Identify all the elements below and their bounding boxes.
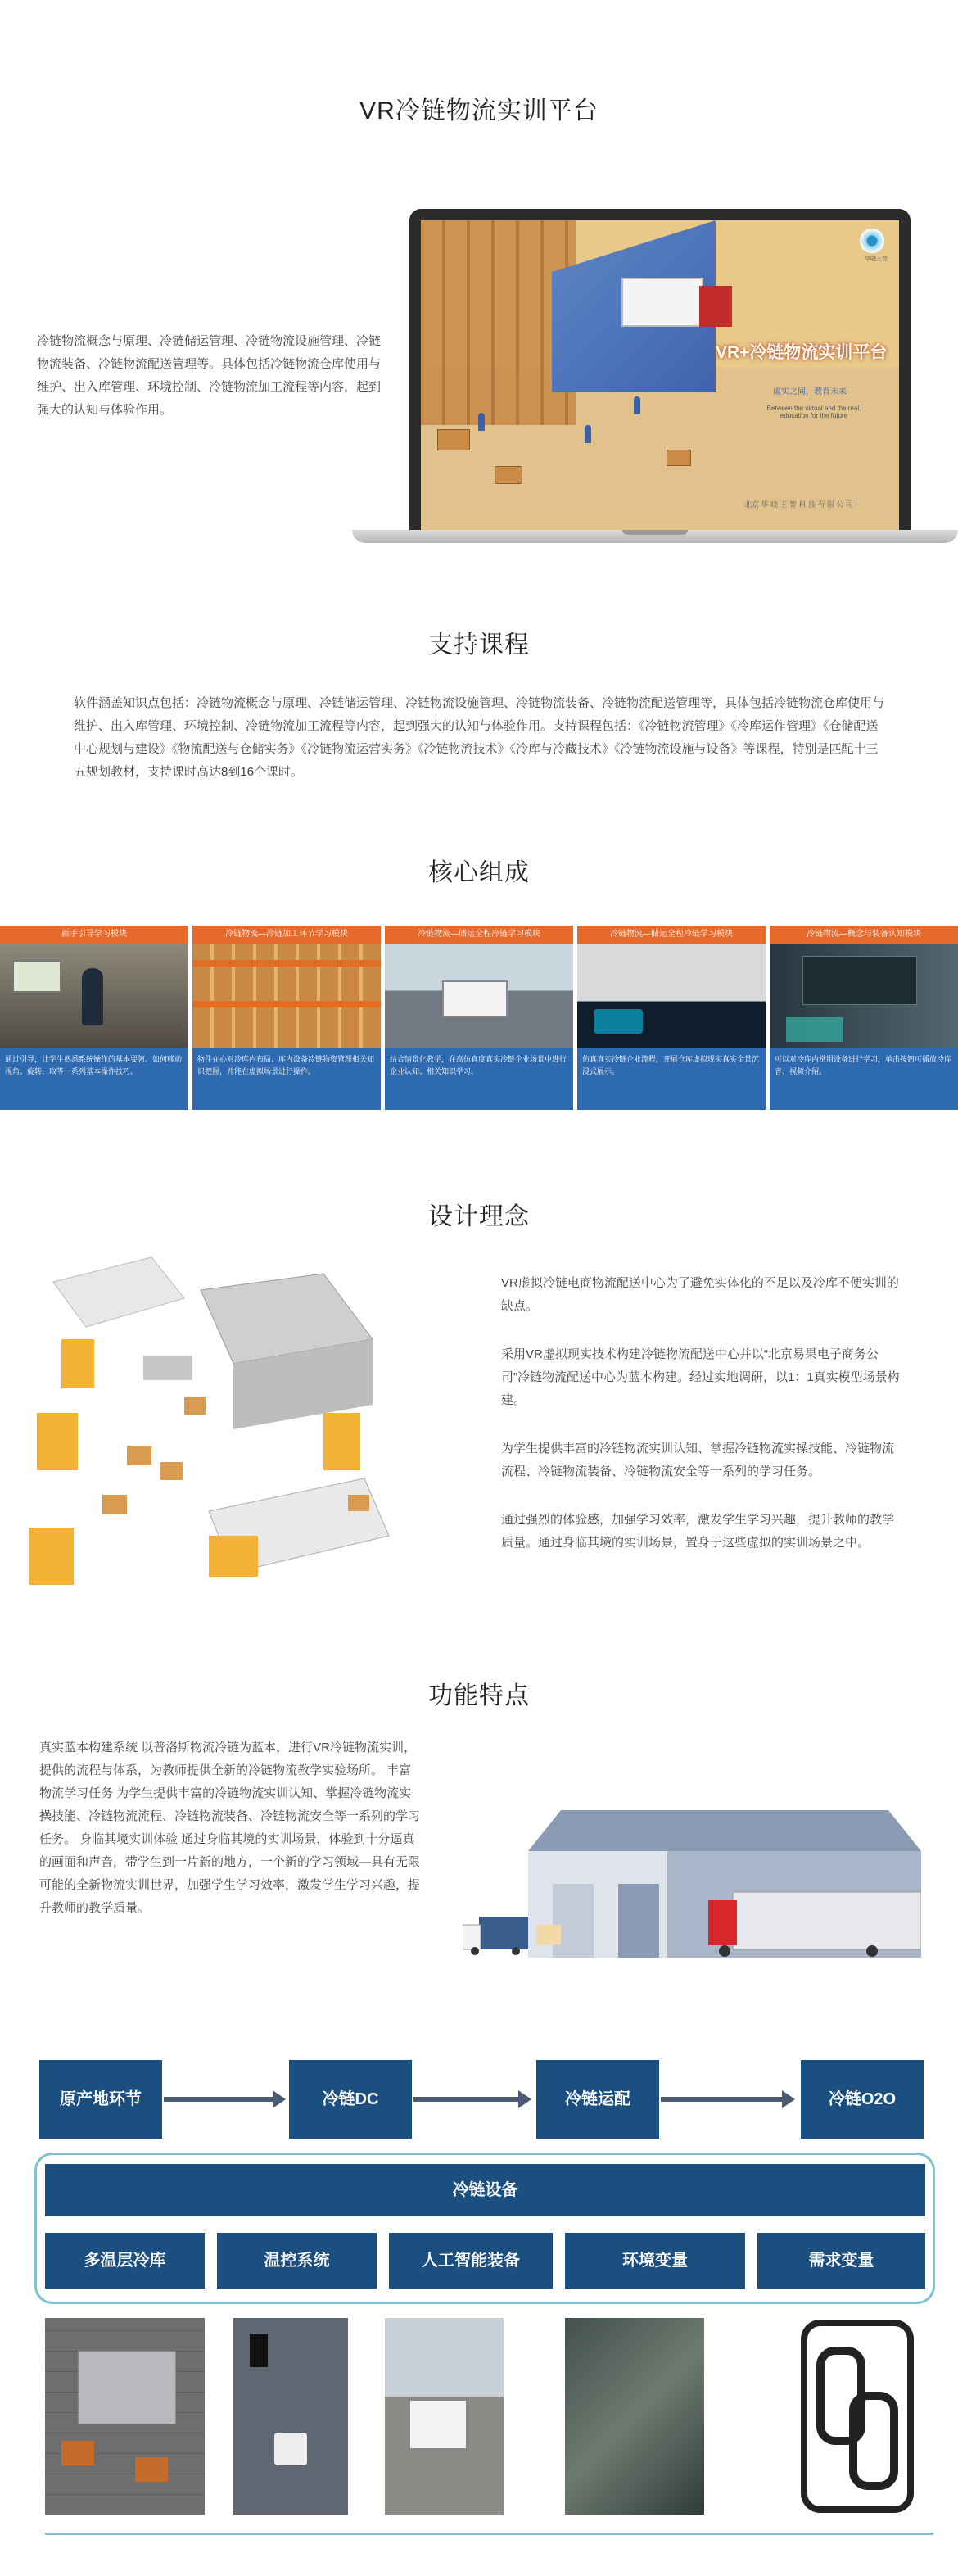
- card-image: [385, 944, 573, 1048]
- truck-figure: [442, 980, 508, 1017]
- module-card[interactable]: [385, 926, 573, 1110]
- box-pile: [495, 466, 522, 484]
- design-paragraph: VR虚拟冷链电商物流配送中心为了避免实体化的不足以及冷库不便实训的缺点。: [501, 1276, 899, 1313]
- card-description: 物件在心对冷库内布局、库内设备冷链物资管理相关知识把握，并能在虚拟场景进行操作。: [192, 1048, 381, 1110]
- cold-room: [78, 2351, 176, 2424]
- card-description: 可以对冷库内常用设备进行学习，单击按钮可播放冷库音、视频介绍。: [770, 1048, 958, 1110]
- logistics-illustration: [20, 1249, 401, 1601]
- module-cards: [0, 926, 958, 1110]
- card-image: [770, 944, 958, 1048]
- card-description: 结合情景化教学，在高仿真度真实冷链企业场景中进行企业认知、相关知识学习。: [385, 1048, 573, 1110]
- flow-arrow: [661, 2097, 784, 2102]
- card-heading: 冷链物流—储运全程冷链学习模块: [577, 926, 766, 944]
- features-title: 功能特点: [428, 1682, 530, 1709]
- hero-intro: 冷链物流概念与原理、冷链储运管理、冷链物流设施管理、冷链物流装备、冷链物流配送管理等。具体包括冷链物流仓库使用与维护、出入库管理、环境控制、冷链物流加工流程等内容，起到强大的认知与体验作用。: [37, 334, 382, 417]
- card-image: [577, 944, 766, 1048]
- flow-step-dc: 冷链DC: [289, 2060, 412, 2139]
- screen-company: 北京 华 晓 王 智 科 技 有 限 公 司: [744, 500, 854, 509]
- module-card[interactable]: [577, 926, 766, 1110]
- courses-text: 软件涵盖知识点包括：冷链物流概念与原理、冷链储运管理、冷链物流设施管理、冷链物流装备、冷链物流配送管理等，具体包括冷链物流仓库使用与维护、出入库管理、环境控制、冷链物流加工流程等内容，起到强大的认知与体验作用。支持课程包括：《冷链物流管理》《冷库运作管理》《仓储配送中心规划与建设》《物流配送与仓储实务》《冷链物流运营实务》《冷链物流技术》《冷库与冷藏技术》《冷链物流设施与设备》等课程，特别是匹配十三五规划教材，支持课时高达8到16个课时。: [74, 696, 885, 779]
- pallet: [61, 2441, 94, 2465]
- equipment-temp-control: 温控系统: [217, 2233, 377, 2289]
- card-heading: 新手引导学习模块: [0, 926, 188, 944]
- design-title: 设计理念: [428, 1203, 530, 1230]
- temp-control-image: [233, 2318, 348, 2515]
- card-image: [192, 944, 381, 1048]
- equipment-header: 冷链设备: [45, 2164, 925, 2216]
- card-image: [0, 944, 188, 1048]
- equipment-demand-variable: 需求变量: [757, 2233, 925, 2289]
- design-paragraph: 通过强烈的体验感，加强学习效率，激发学生学习兴趣，提升教师的教学质量。通过身临其境的实训场景，置身于这些虚拟的实训场景之中。: [501, 1513, 895, 1550]
- design-paragraph: 为学生提供丰富的冷链物流实训认知、掌握冷链物流实操技能、冷链物流流程、冷链物流装备、冷链物流安全等一系列的学习任务。: [501, 1442, 895, 1478]
- avatar-figure: [82, 968, 103, 1025]
- features-text: 真实蓝本构建系统 以普洛斯物流冷链为蓝本，进行VR冷链物流实训，提供的流程与体系，为教师提供全新的冷链物流教学实验场所。 丰富物流学习任务 为学生提供丰富的冷链物流实训认知、掌握冷链物流实操技能、冷链物流流程、冷链物流装备、冷链物流安全等一系列的学习任务。 身临其境实训体验 通过身临其境的实训场景，体验到十分逼真的画面和声音，带学生到一片新的地方，一个新的学习领域—具有无限可能的全新物流实训世界，加强学生学习效率，激发学生学习兴趣，提升教师的教学质量。: [39, 1741, 421, 1915]
- worker-figure: [634, 396, 640, 414]
- card-heading: 冷链物流—冷链加工环节学习模块: [192, 926, 381, 944]
- equipment-environment-variable: 环境变量: [565, 2233, 745, 2289]
- bottom-divider: [45, 2533, 933, 2535]
- equipment-ai: 人工智能装备: [389, 2233, 553, 2289]
- truck-trailer: [621, 278, 703, 327]
- robot-device: [274, 2433, 307, 2465]
- box-pile: [667, 450, 691, 466]
- demand-variable-image: [796, 2318, 919, 2515]
- platform-cover-image: [421, 220, 899, 530]
- laptop-screen: [409, 209, 911, 530]
- ai-equipment-image: [385, 2318, 504, 2515]
- laptop-mockup: [352, 209, 958, 545]
- shelf-beam: [192, 960, 381, 967]
- flow-step-transport: 冷链运配: [536, 2060, 659, 2139]
- screen-subtitle: 虚实之间，教育未来: [773, 387, 847, 396]
- flow-arrow: [164, 2097, 274, 2102]
- chain-link-icon: [796, 2318, 919, 2515]
- pallet: [135, 2457, 168, 2482]
- equipment-multi-temp-storage: 多温层冷库: [45, 2233, 205, 2289]
- card-description: 通过引导，让学生熟悉系统操作的基本要领、如何移动视角、旋转、取等一系列基本操作技巧。: [0, 1048, 188, 1110]
- wall-sign: [12, 960, 61, 993]
- laptop-notch: [622, 530, 688, 535]
- multi-temp-storage-image: [45, 2318, 205, 2515]
- logo-text: 华晓王智: [865, 256, 888, 262]
- module-card[interactable]: [770, 926, 958, 1110]
- environment-map-image: [565, 2318, 704, 2515]
- card-description: 仿真真实冷链企业流程，开展仓库虚拟现实真实全景沉浸式展示。: [577, 1048, 766, 1110]
- module-card[interactable]: [0, 926, 188, 1110]
- truck-cab: [699, 286, 732, 327]
- info-panel: [802, 956, 917, 1005]
- traffic-light: [250, 2334, 268, 2367]
- worker-figure: [585, 425, 591, 443]
- design-paragraph: 采用VR虚拟现实技术构建冷链物流配送中心并以“北京易果电子商务公司”冷链物流配送中心为蓝本构建。经过实地调研，以1：1真实模型场景构建。: [501, 1347, 900, 1407]
- card-heading: 冷链物流—储运全程冷链学习模块: [385, 926, 573, 944]
- screen-tagline: Between the virtual and the real, education for the future: [766, 405, 861, 419]
- worker-figure: [478, 413, 485, 431]
- courses-title: 支持课程: [428, 632, 530, 659]
- box-pile: [437, 429, 470, 450]
- truck-figure: [409, 2400, 467, 2449]
- shelf-beam: [192, 1001, 381, 1007]
- company-logo-icon: [860, 229, 884, 253]
- flow-step-o2o: 冷链O2O: [801, 2060, 924, 2139]
- module-card[interactable]: [192, 926, 381, 1110]
- flow-arrow: [413, 2097, 520, 2102]
- warehouse-illustration: [463, 1802, 921, 1958]
- equipment-figure: [594, 1009, 643, 1034]
- page-title: VR冷链物流实训平台: [359, 97, 599, 124]
- card-heading: 冷链物流—概念与装备认知模块: [770, 926, 958, 944]
- flow-step-origin: 原产地环节: [39, 2060, 162, 2139]
- device-figure: [786, 1017, 843, 1042]
- screen-heading: VR+冷链物流实训平台: [716, 343, 888, 362]
- core-title: 核心组成: [428, 859, 530, 886]
